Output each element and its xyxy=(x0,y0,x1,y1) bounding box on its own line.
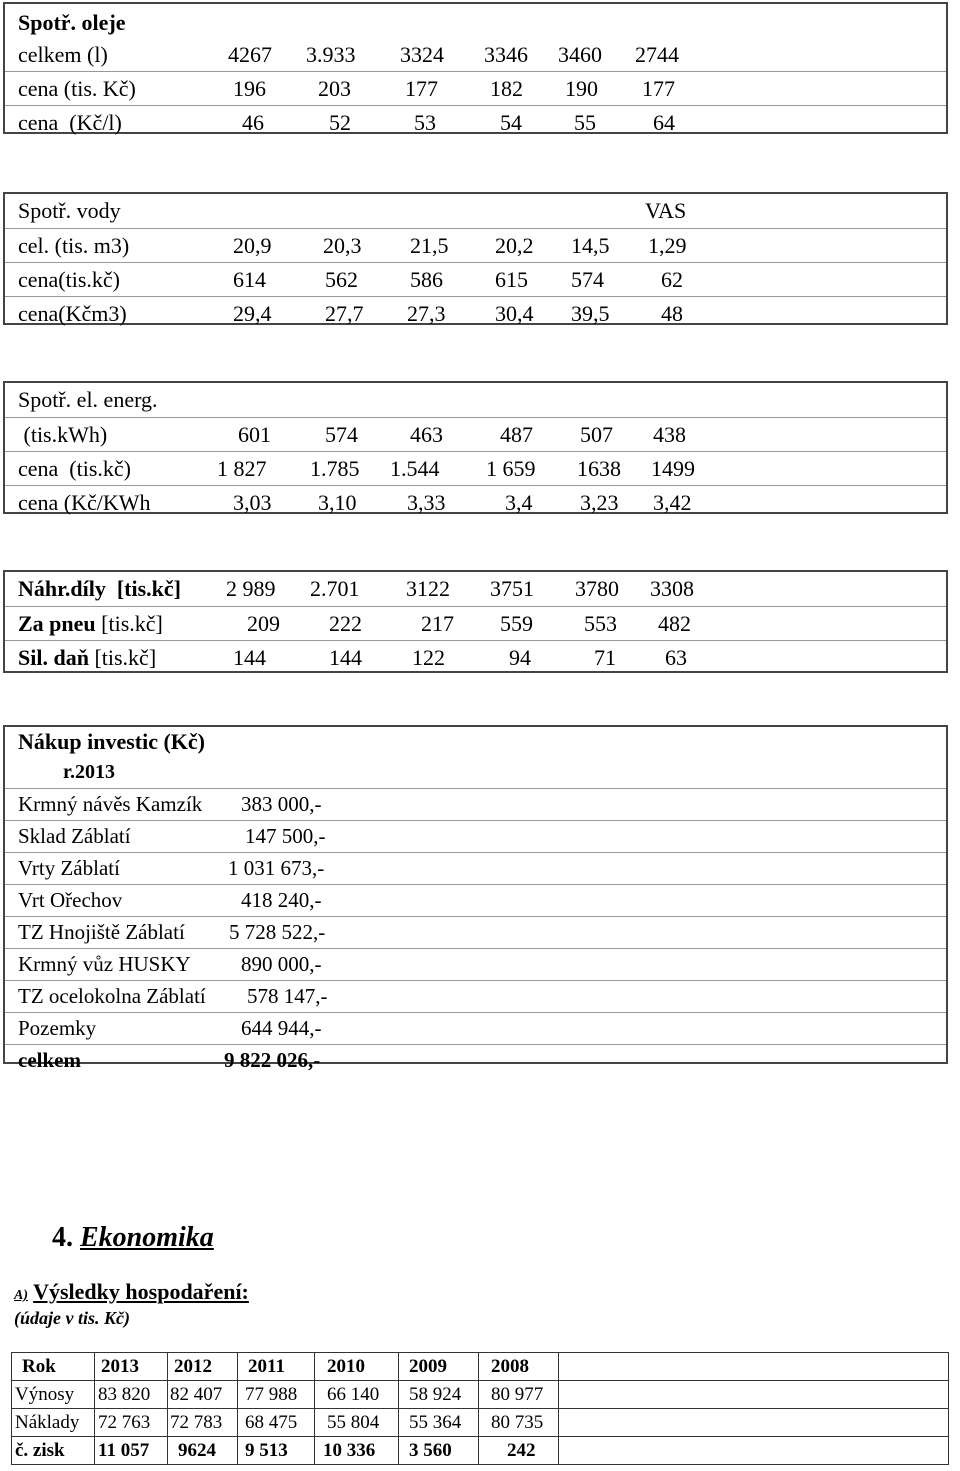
list-item xyxy=(5,980,946,1012)
value: 217 xyxy=(421,611,454,636)
value: 553 xyxy=(584,611,617,636)
list-item xyxy=(5,820,946,852)
value: 144 xyxy=(233,645,266,670)
parts-block xyxy=(3,570,948,673)
row-label-unit: [tis.kč] xyxy=(88,645,157,670)
value: 2.701 xyxy=(310,576,360,601)
item-name: TZ ocelokolna Záblatí xyxy=(18,984,206,1008)
item-amount: 644 944,- xyxy=(241,1016,322,1040)
value: 55 xyxy=(574,110,596,135)
row-label: cena (tis.kč) xyxy=(18,456,131,481)
value: 64 xyxy=(653,110,675,135)
cell: 80 735 xyxy=(479,1409,559,1437)
economics-table xyxy=(11,1352,949,1465)
empty-cell xyxy=(559,1353,949,1381)
list-item xyxy=(5,1012,946,1044)
row-label: Náhr.díly [tis.kč] xyxy=(18,576,181,601)
value: 71 xyxy=(594,645,616,670)
list-item xyxy=(5,916,946,948)
value: 177 xyxy=(642,76,675,101)
cell: 10 336 xyxy=(315,1437,399,1465)
value: 222 xyxy=(329,611,362,636)
value: 27,3 xyxy=(407,301,446,326)
subsection-heading xyxy=(14,1279,249,1305)
water-row xyxy=(5,228,946,262)
water-row xyxy=(5,262,946,296)
value: 3780 xyxy=(575,576,619,601)
investments-block xyxy=(3,725,948,1072)
value: 21,5 xyxy=(410,233,449,258)
header-cell: 2013 xyxy=(95,1353,168,1381)
value: 1638 xyxy=(577,456,621,481)
cell: 80 977 xyxy=(479,1381,559,1409)
item-amount: 578 147,- xyxy=(247,984,328,1008)
empty-cell xyxy=(559,1381,949,1409)
item-amount: 890 000,- xyxy=(241,952,322,976)
header-cell: 2010 xyxy=(315,1353,399,1381)
cell: 11 057 xyxy=(95,1437,168,1465)
value: 48 xyxy=(661,301,683,326)
item-name: Krmný návěs Kamzík xyxy=(18,792,203,816)
cell: 9624 xyxy=(168,1437,238,1465)
item-amount: 5 728 522,- xyxy=(229,920,326,944)
row-label: cena(Kčm3) xyxy=(18,301,127,326)
item-amount: 383 000,- xyxy=(241,792,322,816)
parts-row xyxy=(5,640,946,674)
units-note: (údaje v tis. Kč) xyxy=(14,1308,130,1328)
total-amount: 9 822 026,- xyxy=(224,1048,321,1072)
item-amount: 147 500,- xyxy=(245,824,326,848)
row-label: cena (Kč/l) xyxy=(18,110,122,135)
item-name: Pozemky xyxy=(18,1016,97,1040)
water-block xyxy=(3,192,948,325)
value: 54 xyxy=(500,110,522,135)
value: 39,5 xyxy=(571,301,610,326)
value: 52 xyxy=(329,110,351,135)
value: 3460 xyxy=(558,42,602,67)
section-number: 4. xyxy=(52,1222,73,1253)
electricity-title-row xyxy=(5,383,946,417)
row-label: cena (Kč/KWh xyxy=(18,490,151,515)
oil-row xyxy=(5,105,946,139)
value: 3122 xyxy=(406,576,450,601)
empty-cell xyxy=(559,1437,949,1465)
header-cell: 2012 xyxy=(168,1353,238,1381)
water-row xyxy=(5,296,946,330)
cell: 9 513 xyxy=(238,1437,315,1465)
value: 3324 xyxy=(400,42,444,67)
cell: 83 820 xyxy=(95,1381,168,1409)
cell: 55 804 xyxy=(315,1409,399,1437)
oil-row xyxy=(5,38,946,71)
water-title-row xyxy=(5,194,946,228)
cell: 72 763 xyxy=(95,1409,168,1437)
list-item xyxy=(5,948,946,980)
electricity-block xyxy=(3,381,948,514)
value: 487 xyxy=(500,422,533,447)
row-label: Výnosy xyxy=(12,1381,95,1409)
value: 94 xyxy=(509,645,531,670)
value: 62 xyxy=(661,267,683,292)
value: 20,2 xyxy=(495,233,534,258)
value: 601 xyxy=(238,422,271,447)
value: 559 xyxy=(500,611,533,636)
value: 1 827 xyxy=(217,456,267,481)
header-cell: 2008 xyxy=(479,1353,559,1381)
value: 1499 xyxy=(651,456,695,481)
value: 3,33 xyxy=(407,490,446,515)
value: 20,3 xyxy=(323,233,362,258)
cell: 68 475 xyxy=(238,1409,315,1437)
header-cell: 2009 xyxy=(399,1353,479,1381)
value: 209 xyxy=(247,611,280,636)
value: 1 659 xyxy=(486,456,536,481)
value: 1.544 xyxy=(390,456,440,481)
value: 46 xyxy=(242,110,264,135)
value: 27,7 xyxy=(325,301,364,326)
row-label: cel. (tis. m3) xyxy=(18,233,130,258)
list-item xyxy=(5,884,946,916)
electricity-row xyxy=(5,485,946,519)
item-name: Vrt Ořechov xyxy=(18,888,123,912)
value: 3308 xyxy=(650,576,694,601)
cell: 82 407 xyxy=(168,1381,238,1409)
subsection-title: Výsledky hospodaření: xyxy=(33,1279,249,1304)
value: 614 xyxy=(233,267,266,292)
water-vas-label: VAS xyxy=(645,198,687,223)
value: 615 xyxy=(495,267,528,292)
row-label xyxy=(18,607,163,640)
table-header-row xyxy=(12,1353,949,1381)
value: 2 989 xyxy=(226,576,276,601)
value: 63 xyxy=(665,645,687,670)
row-label: cena (tis. Kč) xyxy=(18,76,136,101)
total-label: celkem xyxy=(18,1048,81,1072)
value: 177 xyxy=(405,76,438,101)
value: 203 xyxy=(318,76,351,101)
value: 14,5 xyxy=(571,233,610,258)
value: 122 xyxy=(412,645,445,670)
parts-row xyxy=(5,572,946,606)
value: 190 xyxy=(565,76,598,101)
oil-row xyxy=(5,71,946,105)
value: 30,4 xyxy=(495,301,534,326)
parts-row xyxy=(5,606,946,640)
value: 562 xyxy=(325,267,358,292)
value: 586 xyxy=(410,267,443,292)
electricity-row xyxy=(5,451,946,485)
value: 438 xyxy=(653,422,686,447)
row-label: celkem (l) xyxy=(18,42,108,67)
list-item xyxy=(5,852,946,884)
oil-title-row xyxy=(5,4,946,38)
value: 574 xyxy=(325,422,358,447)
item-name: TZ Hnojiště Záblatí xyxy=(18,920,185,944)
value: 144 xyxy=(329,645,362,670)
row-label: cena(tis.kč) xyxy=(18,267,120,292)
row-label-unit: [tis.kč] xyxy=(95,611,163,636)
value: 3,10 xyxy=(318,490,357,515)
subsection-letter: A) xyxy=(14,1288,28,1303)
cell: 58 924 xyxy=(399,1381,479,1409)
item-name: Krmný vůz HUSKY xyxy=(18,952,191,976)
cell: 55 364 xyxy=(399,1409,479,1437)
header-cell: Rok xyxy=(12,1353,95,1381)
value: 3.933 xyxy=(306,42,356,67)
section-heading xyxy=(52,1222,214,1254)
investments-list xyxy=(5,788,946,1076)
row-label xyxy=(18,641,156,674)
table-row xyxy=(12,1381,949,1409)
header-cell: 2011 xyxy=(238,1353,315,1381)
value: 1,29 xyxy=(648,233,687,258)
value: 1.785 xyxy=(310,456,360,481)
cell: 242 xyxy=(479,1437,559,1465)
item-amount: 1 031 673,- xyxy=(228,856,325,880)
row-label: č. zisk xyxy=(12,1437,95,1465)
value: 3,4 xyxy=(505,490,533,515)
table-row xyxy=(12,1437,949,1465)
value: 29,4 xyxy=(233,301,272,326)
section-title: Ekonomika xyxy=(80,1222,214,1253)
electricity-row xyxy=(5,417,946,451)
value: 574 xyxy=(571,267,604,292)
value: 3751 xyxy=(490,576,534,601)
investments-total-row xyxy=(5,1044,946,1076)
oil-title: Spotř. oleje xyxy=(18,10,126,35)
cell: 3 560 xyxy=(399,1437,479,1465)
value: 4267 xyxy=(228,42,272,67)
oil-block xyxy=(3,2,948,134)
value: 182 xyxy=(490,76,523,101)
value: 53 xyxy=(414,110,436,135)
value: 3346 xyxy=(484,42,528,67)
value: 463 xyxy=(410,422,443,447)
empty-cell xyxy=(559,1409,949,1437)
value: 3,23 xyxy=(580,490,619,515)
electricity-title: Spotř. el. energ. xyxy=(18,387,158,412)
row-label-bold: Sil. daň xyxy=(18,645,89,670)
value: 482 xyxy=(658,611,691,636)
row-label: Náklady xyxy=(12,1409,95,1437)
cell: 72 783 xyxy=(168,1409,238,1437)
item-amount: 418 240,- xyxy=(241,888,322,912)
value: 3,42 xyxy=(653,490,692,515)
investments-year: r.2013 xyxy=(63,761,116,783)
item-name: Vrty Záblatí xyxy=(18,856,120,880)
cell: 66 140 xyxy=(315,1381,399,1409)
value: 2744 xyxy=(635,42,679,67)
cell: 77 988 xyxy=(238,1381,315,1409)
water-title: Spotř. vody xyxy=(18,198,121,223)
value: 507 xyxy=(580,422,613,447)
table-row xyxy=(12,1409,949,1437)
list-item xyxy=(5,788,946,820)
value: 20,9 xyxy=(233,233,272,258)
value: 196 xyxy=(233,76,266,101)
row-label-bold: Za pneu xyxy=(18,611,96,636)
row-label: (tis.kWh) xyxy=(18,422,108,447)
item-name: Sklad Záblatí xyxy=(18,824,131,848)
investments-title: Nákup investic (Kč) xyxy=(18,729,205,754)
value: 3,03 xyxy=(233,490,272,515)
